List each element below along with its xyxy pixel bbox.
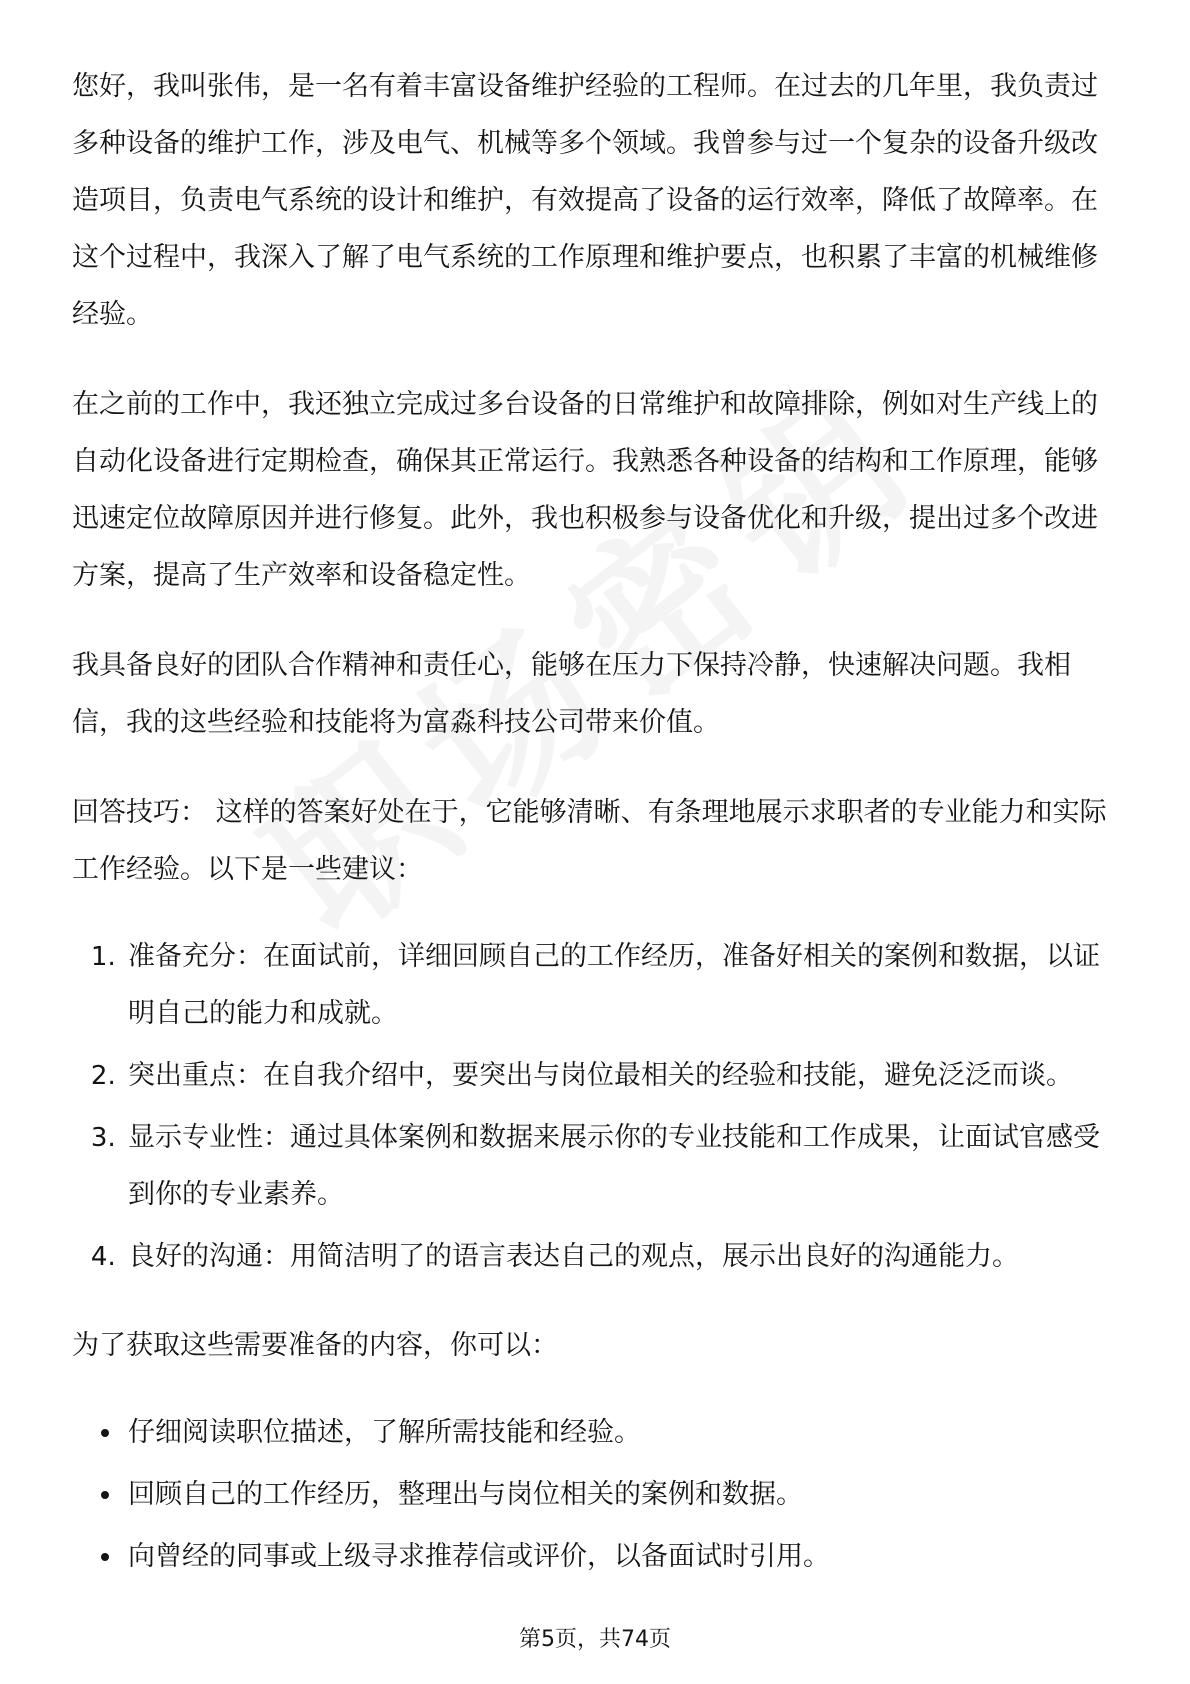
- paragraph-preparation: 为了获取这些需要准备的内容，你可以：: [72, 1330, 558, 1361]
- tips-list-item: 2. 突出重点：在自我介绍中，要突出与岗位最相关的经验和技能，避免泛泛而谈。: [124, 1047, 1122, 1104]
- paragraph-closing: 我具备良好的团队合作精神和责任心，能够在压力下保持冷静，快速解决问题。我相信，我的这些经验和技能将为富淼科技公司带来价值。: [72, 650, 1071, 738]
- preparation-list-item: • 仔细阅读职位描述，了解所需技能和经验。: [124, 1404, 1122, 1461]
- page-number: 第5页，共74页: [519, 1627, 671, 1652]
- tips-list-item: 3. 显示专业性：通过具体案例和数据来展示你的专业技能和工作成果，让面试官感受到你的专业素养。: [124, 1109, 1122, 1223]
- preparation-list-item: • 向曾经的同事或上级寻求推荐信或评价，以备面试时引用。: [124, 1528, 1122, 1585]
- tips-list: [72, 928, 1122, 1285]
- paragraph-answer-tips: 回答技巧： 这样的答案好处在于，它能够清晰、有条理地展示求职者的专业能力和实际工作经验。以下是一些建议：: [72, 797, 1107, 885]
- tips-list-item: 1. 准备充分：在面试前，详细回顾自己的工作经历，准备好相关的案例和数据，以证明自己的能力和成就。: [124, 928, 1122, 1042]
- preparation-list-item: • 回顾自己的工作经历，整理出与岗位相关的案例和数据。: [124, 1466, 1122, 1523]
- preparation-list: [72, 1404, 1122, 1585]
- paragraph-experience: 在之前的工作中，我还独立完成过多台设备的日常维护和故障排除，例如对生产线上的自动化设备进行定期检查，确保其正常运行。我熟悉各种设备的结构和工作原理，能够迅速定位故障原因并进行修复。此外，我也积极参与设备优化和升级，提出过多个改进方案，提高了生产效率和设备稳定性。: [72, 389, 1098, 591]
- document-body: [72, 58, 1122, 1590]
- tips-list-item: 4. 良好的沟通：用简洁明了的语言表达自己的观点，展示出良好的沟通能力。: [124, 1228, 1122, 1285]
- paragraph-intro: 您好，我叫张伟，是一名有着丰富设备维护经验的工程师。在过去的几年里，我负责过多种设备的维护工作，涉及电气、机械等多个领域。我曾参与过一个复杂的设备升级改造项目，负责电气系统的设计和维护，有效提高了设备的运行效率，降低了故障率。在这个过程中，我深入了解了电气系统的工作原理和维护要点，也积累了丰富的机械维修经验。: [72, 71, 1098, 330]
